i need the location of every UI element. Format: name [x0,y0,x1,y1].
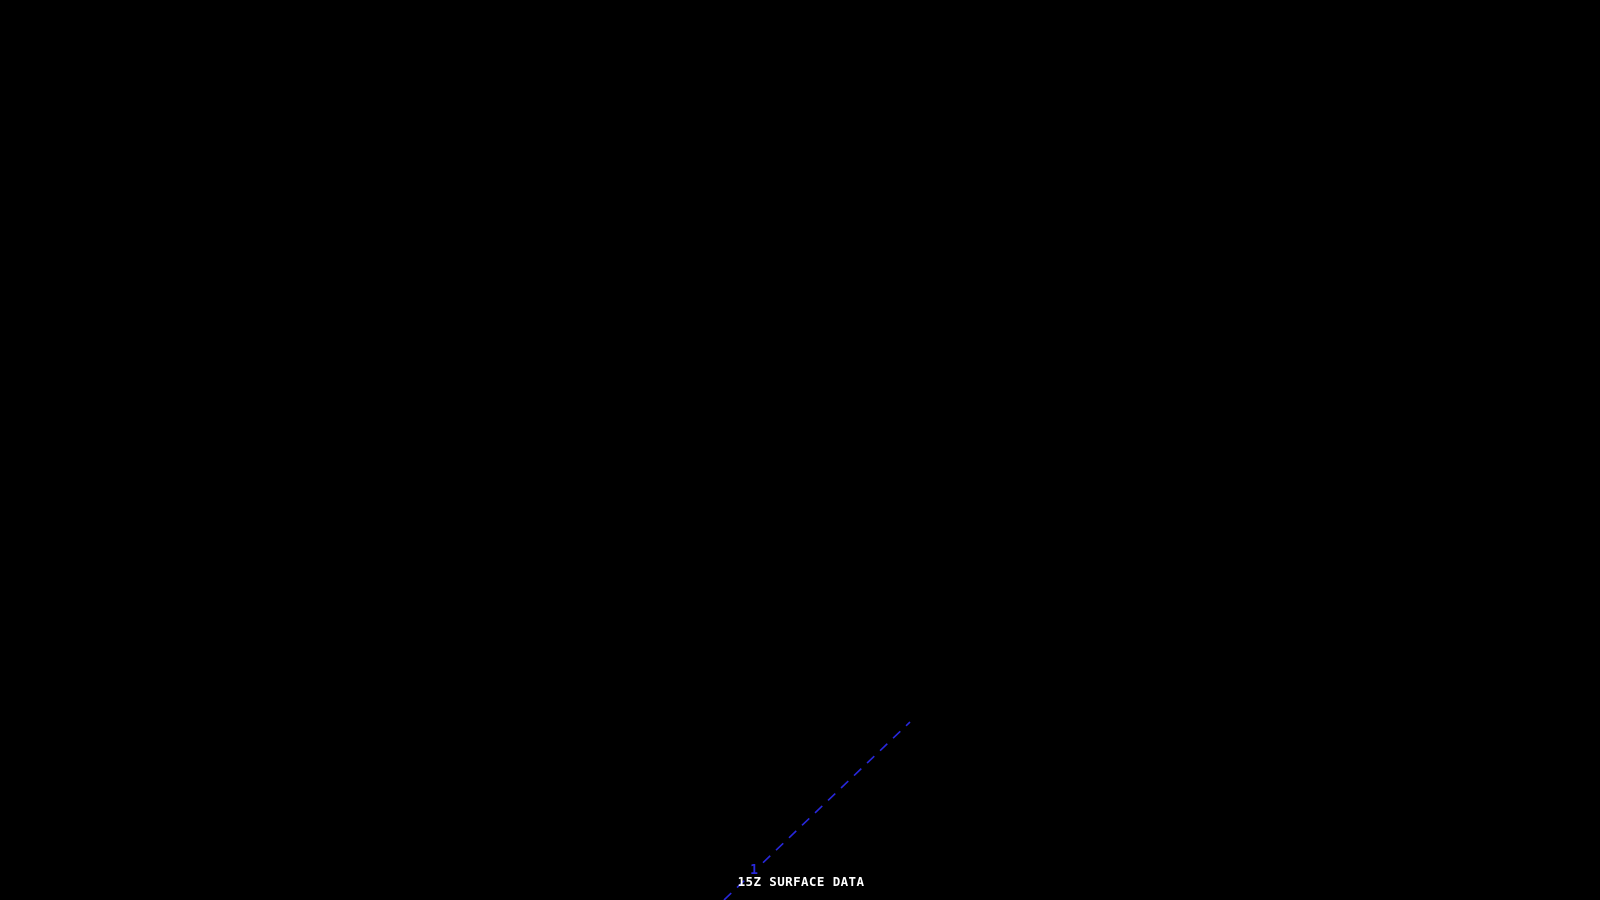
map-caption-text: 15Z SURFACE DATA [737,874,865,889]
contour-value-label: 1 [747,863,761,879]
